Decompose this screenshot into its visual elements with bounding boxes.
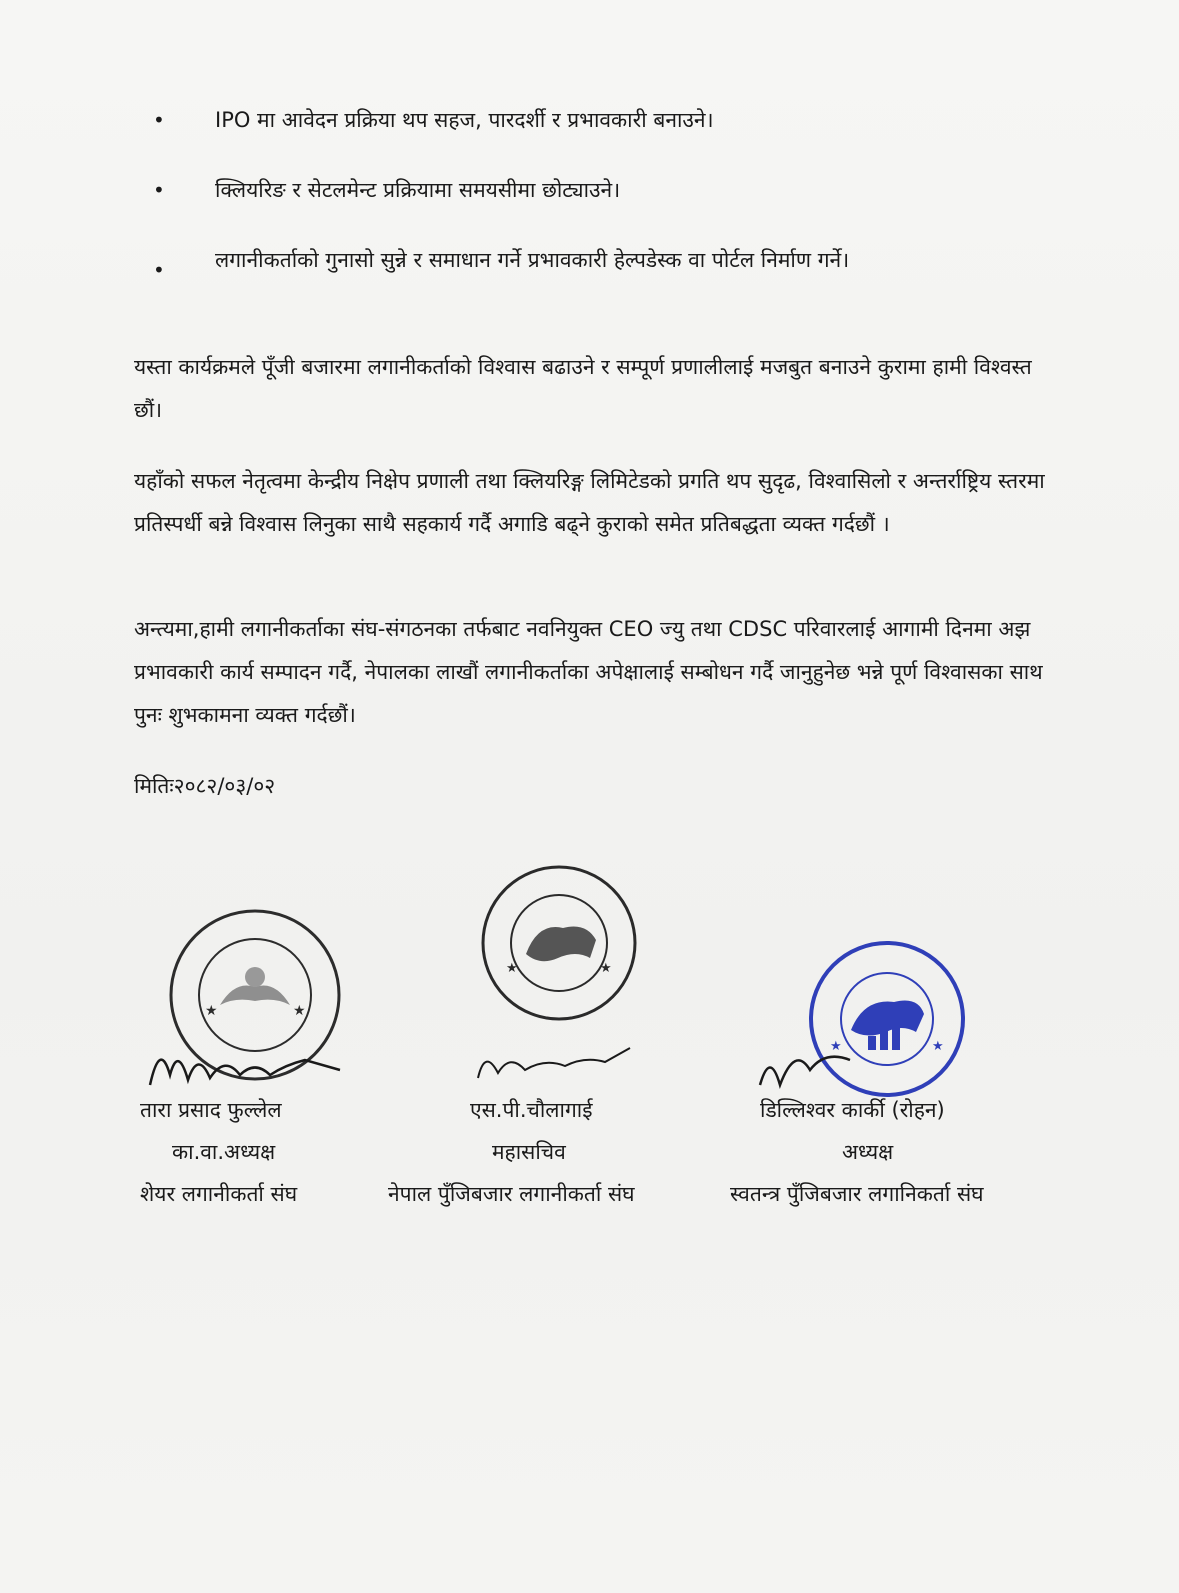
signatory-title-3: अध्यक्ष: [842, 1140, 894, 1164]
paragraph-commitment: यहाँको सफल नेतृत्वमा केन्द्रीय निक्षेप प्रणाली तथा क्लियरिङ्ग लिमिटेडको प्रगति थप सुदृढ, विश्वासिलो र अन्तर्राष्ट्रिय स्तरमा प्रतिस्पर्धी बन्ने विश्वास लिनुका साथै सहकार्य गर्दै अगाडि बढ्ने कुराको समेत प्रतिबद्धता व्यक्त गर्दछौं ।: [134, 469, 1045, 536]
bullet-icon: •: [153, 178, 165, 202]
signature-3: [750, 1030, 860, 1100]
svg-text:★: ★: [600, 961, 612, 976]
bullet-text: लगानीकर्ताको गुनासो सुन्ने र समाधान गर्ने प्रभावकारी हेल्पडेस्क वा पोर्टल निर्माण गर्ने।: [215, 248, 850, 272]
paragraph-closing: अन्त्यमा,हामी लगानीकर्ताका संघ-संगठनका तर्फबाट नवनियुक्त CEO ज्यु तथा CDSC परिवारलाई आगामी दिनमा अझ प्रभावकारी कार्य सम्पादन गर्दै, नेपालका लाखौं लगानीकर्ताका अपेक्षालाई सम्बोधन गर्दै जानुहुनेछ भन्ने पूर्ण विश्वासका साथ पुनः शुभकामना व्यक्त गर्दछौं।: [134, 617, 1043, 727]
signatory-name-1: तारा प्रसाद फुल्लेल: [140, 1098, 282, 1122]
bullet-text: क्लियरिङ र सेटलमेन्ट प्रक्रियामा समयसीमा छोट्याउने।: [215, 178, 621, 202]
signatory-name-2: एस.पी.चौलागाई: [470, 1098, 593, 1122]
signatory-org-1: शेयर लगानीकर्ता संघ: [140, 1182, 298, 1206]
signatory-title-1: का.वा.अध्यक्ष: [172, 1140, 276, 1164]
bullet-item: [145, 98, 1045, 142]
svg-text:★: ★: [932, 1039, 944, 1054]
bullet-icon: •: [153, 258, 165, 282]
document-date: मितिः२०८२/०३/०२: [134, 774, 276, 798]
paragraph-confidence: यस्ता कार्यक्रमले पूँजी बजारमा लगानीकर्ताको विश्वास बढाउने र सम्पूर्ण प्रणालीलाई मजबुत बनाउने कुरामा हामी विश्वस्त छौं।: [134, 355, 1032, 422]
bullet-text: IPO मा आवेदन प्रक्रिया थप सहज, पारदर्शी र प्रभावकारी बनाउने।: [215, 108, 714, 132]
signatory-org-3: स्वतन्त्र पुँजिबजार लगानिकर्ता संघ: [730, 1182, 984, 1206]
bullet-icon: •: [153, 108, 165, 132]
svg-text:★: ★: [293, 1003, 306, 1019]
bullet-list: [145, 98, 1045, 308]
bullet-item: [145, 168, 1045, 212]
svg-text:★: ★: [506, 961, 518, 976]
seal-nepal-capital-market-investors-association: [478, 862, 640, 1024]
signature-2: [470, 1038, 640, 1093]
svg-text:★: ★: [830, 1039, 842, 1054]
signatory-title-2: महासचिव: [492, 1140, 566, 1164]
bullet-item: [145, 238, 1015, 282]
svg-text:★: ★: [205, 1003, 218, 1019]
signatory-name-3: डिल्लिश्वर कार्की (रोहन): [760, 1098, 945, 1122]
signature-1: [140, 1030, 360, 1100]
signatory-org-2: नेपाल पुँजिबजार लगानीकर्ता संघ: [388, 1182, 635, 1206]
